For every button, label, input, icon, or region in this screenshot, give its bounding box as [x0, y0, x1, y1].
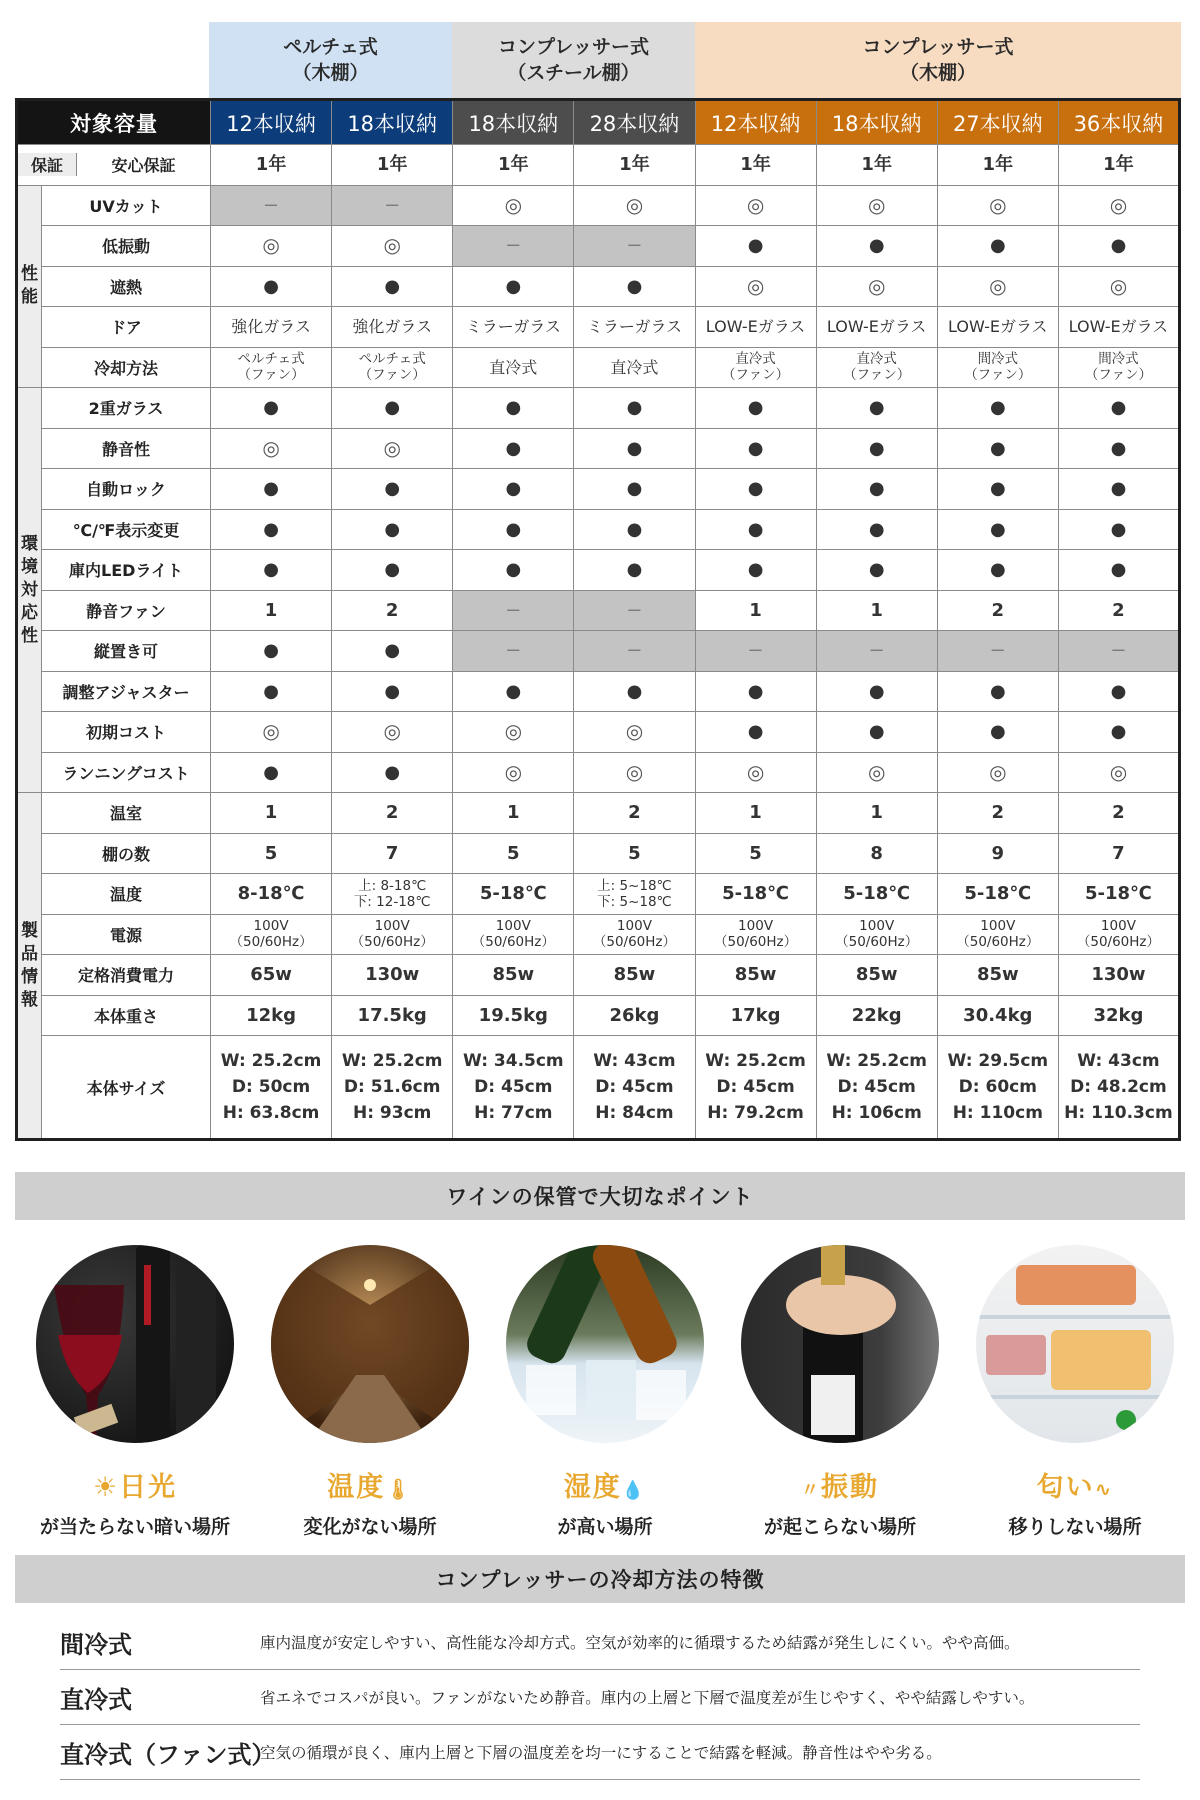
- spec-row: [17, 1036, 1180, 1140]
- category-text: 製品情報: [21, 920, 38, 1010]
- warranty-value: 1年: [574, 145, 695, 186]
- spec-cell: 1: [211, 590, 332, 631]
- spec-cell: 2: [937, 793, 1058, 834]
- spec-cell: 直冷式 （ファン）: [816, 347, 937, 388]
- spec-cell: ミラーガラス: [574, 307, 695, 348]
- spec-cell: ◎: [695, 752, 816, 793]
- row-label: 定格消費電力: [42, 955, 211, 996]
- row-label: 縦置き可: [42, 631, 211, 672]
- spec-cell: 85w: [816, 955, 937, 996]
- method-row: [60, 1725, 1140, 1780]
- spec-cell: ◎: [695, 185, 816, 226]
- row-label: 温室: [42, 793, 211, 834]
- category-label: [17, 388, 42, 793]
- spec-cell: 8: [816, 833, 937, 874]
- wine-glass-photo: [36, 1245, 234, 1443]
- method-description: 省エネでコスパが良い。ファンがないため静音。庫内の上層と下層で温度差が生じやすく、やや結露しやすい。: [260, 1689, 1035, 1707]
- sun-icon: ☀: [92, 1472, 120, 1503]
- spec-cell: －: [574, 226, 695, 267]
- point-subtitle: が起こらない場所: [763, 1516, 916, 1538]
- spec-cell: 22kg: [816, 995, 937, 1036]
- spec-cell: W: 25.2cm D: 51.6cm H: 93cm: [332, 1036, 453, 1140]
- spec-cell: 1: [695, 793, 816, 834]
- capacity-header: 12本収納: [695, 100, 816, 145]
- point-title: 温度: [327, 1472, 386, 1503]
- spec-cell: 間冷式 （ファン）: [1058, 347, 1179, 388]
- warranty-value: 1年: [695, 145, 816, 186]
- spec-cell: 85w: [453, 955, 574, 996]
- spec-cell: －: [1058, 631, 1179, 672]
- warranty-label: 安心保証: [111, 156, 176, 176]
- spec-cell: －: [937, 631, 1058, 672]
- spec-cell: ◎: [453, 712, 574, 753]
- point-title: 日光: [119, 1472, 178, 1503]
- spec-cell: 1: [816, 590, 937, 631]
- spec-cell: 5-18℃: [1058, 874, 1179, 915]
- row-label: ドア: [42, 307, 211, 348]
- capacity-header: 18本収納: [332, 100, 453, 145]
- spec-cell: ●: [574, 671, 695, 712]
- spec-cell: ●: [1058, 388, 1179, 429]
- spec-cell: W: 43cm D: 45cm H: 84cm: [574, 1036, 695, 1140]
- spec-cell: ●: [695, 712, 816, 753]
- spec-row: [17, 631, 1180, 672]
- spec-cell: ◎: [816, 266, 937, 307]
- ice-bottles-photo: [506, 1245, 704, 1443]
- spec-cell: ◎: [695, 266, 816, 307]
- capacity-header: 12本収納: [211, 100, 332, 145]
- row-label: 自動ロック: [42, 469, 211, 510]
- cellar-photo: [271, 1245, 469, 1443]
- spec-cell: W: 25.2cm D: 50cm H: 63.8cm: [211, 1036, 332, 1140]
- hand-bottle-photo: [741, 1245, 939, 1443]
- spec-cell: LOW-Eガラス: [937, 307, 1058, 348]
- spec-cell: ●: [574, 388, 695, 429]
- spec-cell: 2: [574, 793, 695, 834]
- spec-cell: ●: [332, 266, 453, 307]
- category-label: [17, 185, 42, 388]
- spec-cell: ●: [211, 752, 332, 793]
- row-label: ℃/℉表示変更: [42, 509, 211, 550]
- spec-cell: 1: [453, 793, 574, 834]
- spec-cell: ●: [937, 388, 1058, 429]
- spec-cell: －: [695, 631, 816, 672]
- spec-cell: 65w: [211, 955, 332, 996]
- points-banner: ワインの保管で大切なポイント: [15, 1172, 1185, 1220]
- row-label: 初期コスト: [42, 712, 211, 753]
- spec-cell: 8-18℃: [211, 874, 332, 915]
- methods-banner: コンプレッサーの冷却方法の特徴: [15, 1555, 1185, 1603]
- spec-cell: 2: [937, 590, 1058, 631]
- spec-cell: 130w: [1058, 955, 1179, 996]
- spec-cell: ●: [695, 388, 816, 429]
- spec-cell: ●: [211, 509, 332, 550]
- spec-cell: ●: [453, 388, 574, 429]
- spec-cell: ●: [937, 226, 1058, 267]
- spec-cell: 2: [1058, 793, 1179, 834]
- spec-cell: ◎: [574, 185, 695, 226]
- category-text: 環境対応性: [21, 533, 38, 646]
- spec-cell: ◎: [211, 226, 332, 267]
- spec-cell: 間冷式 （ファン）: [937, 347, 1058, 388]
- spec-cell: 直冷式 （ファン）: [695, 347, 816, 388]
- row-label: 静音性: [42, 428, 211, 469]
- method-name: 直冷式（ファン式）: [60, 1740, 276, 1769]
- spec-cell: 100V （50/60Hz）: [211, 914, 332, 955]
- point-title: 湿度: [563, 1472, 622, 1503]
- spec-table: [15, 98, 1181, 1141]
- spec-cell: 5: [211, 833, 332, 874]
- spec-cell: ●: [332, 550, 453, 591]
- spec-cell: ●: [1058, 428, 1179, 469]
- spec-cell: 26kg: [574, 995, 695, 1036]
- spec-cell: ●: [937, 428, 1058, 469]
- capacity-header: 27本収納: [937, 100, 1058, 145]
- spec-cell: 5-18℃: [816, 874, 937, 915]
- spec-cell: 85w: [695, 955, 816, 996]
- spec-row: [17, 550, 1180, 591]
- row-label: 棚の数: [42, 833, 211, 874]
- category-text: 性能: [21, 264, 38, 308]
- spec-cell: ●: [453, 266, 574, 307]
- warranty-value: 1年: [332, 145, 453, 186]
- spec-cell: ◎: [937, 185, 1058, 226]
- spec-cell: ●: [453, 671, 574, 712]
- row-label: 調整アジャスター: [42, 671, 211, 712]
- spec-row: [17, 226, 1180, 267]
- spec-cell: ◎: [816, 185, 937, 226]
- spec-cell: ●: [211, 469, 332, 510]
- spec-row: [17, 752, 1180, 793]
- warranty-value: 1年: [937, 145, 1058, 186]
- spec-cell: －: [453, 590, 574, 631]
- row-label: 本体サイズ: [42, 1036, 211, 1140]
- spec-cell: ●: [816, 469, 937, 510]
- spec-row: [17, 671, 1180, 712]
- row-label: 電源: [42, 914, 211, 955]
- spec-cell: 32kg: [1058, 995, 1179, 1036]
- group-header-peltier: ペルチェ式 （木棚）: [209, 22, 452, 98]
- warranty-value: 1年: [816, 145, 937, 186]
- spec-cell: ●: [453, 428, 574, 469]
- spec-row: [17, 469, 1180, 510]
- point-subtitle: が高い場所: [557, 1516, 653, 1538]
- spec-cell: 1: [695, 590, 816, 631]
- spec-cell: ◎: [574, 712, 695, 753]
- spec-cell: ◎: [211, 428, 332, 469]
- spec-cell: ●: [816, 226, 937, 267]
- warranty-row: [17, 145, 1180, 186]
- spec-row: [17, 793, 1180, 834]
- spec-cell: ●: [574, 509, 695, 550]
- spec-cell: ●: [574, 469, 695, 510]
- point-title: 振動: [821, 1472, 879, 1503]
- spec-cell: 2: [332, 793, 453, 834]
- spec-cell: ◎: [332, 712, 453, 753]
- spec-cell: 30.4kg: [937, 995, 1058, 1036]
- row-label: 本体重さ: [42, 995, 211, 1036]
- spec-cell: ◎: [453, 752, 574, 793]
- capacity-header: 18本収納: [816, 100, 937, 145]
- point-odor: [960, 1245, 1190, 1539]
- spec-cell: 100V （50/60Hz）: [695, 914, 816, 955]
- spec-cell: 5-18℃: [695, 874, 816, 915]
- spec-cell: ●: [816, 550, 937, 591]
- spec-cell: ●: [1058, 712, 1179, 753]
- method-row: [60, 1615, 1140, 1670]
- spec-cell: ●: [1058, 671, 1179, 712]
- spec-cell: 100V （50/60Hz）: [816, 914, 937, 955]
- spec-cell: ◎: [937, 752, 1058, 793]
- thermometer-icon: 🌡: [385, 1477, 413, 1501]
- spec-cell: ●: [453, 469, 574, 510]
- method-description: 庫内温度が安定しやすい、高性能な冷却方式。空気が効率的に循環するため結露が発生しにくい。やや高価。: [260, 1634, 1020, 1652]
- spec-cell: 7: [1058, 833, 1179, 874]
- spec-cell: －: [574, 631, 695, 672]
- spec-cell: ●: [332, 388, 453, 429]
- spec-cell: ●: [816, 428, 937, 469]
- spec-cell: 17kg: [695, 995, 816, 1036]
- spec-cell: －: [211, 185, 332, 226]
- spec-cell: ●: [937, 712, 1058, 753]
- spec-row: [17, 955, 1180, 996]
- spec-row: [17, 914, 1180, 955]
- spec-cell: 5: [453, 833, 574, 874]
- warranty-category: 保証: [18, 153, 77, 176]
- spec-cell: 100V （50/60Hz）: [574, 914, 695, 955]
- spec-row: [17, 266, 1180, 307]
- spec-cell: ●: [695, 671, 816, 712]
- point-subtitle: 変化がない場所: [303, 1516, 437, 1538]
- spec-cell: LOW-Eガラス: [816, 307, 937, 348]
- spec-cell: ◎: [453, 185, 574, 226]
- spec-row: [17, 874, 1180, 915]
- spec-cell: ●: [211, 550, 332, 591]
- group-header-compressor-wood: コンプレッサー式 （木棚）: [695, 22, 1181, 98]
- spec-cell: ●: [211, 631, 332, 672]
- spec-cell: ●: [695, 226, 816, 267]
- spec-cell: －: [453, 226, 574, 267]
- spec-cell: 2: [1058, 590, 1179, 631]
- warranty-value: 1年: [453, 145, 574, 186]
- spec-cell: ●: [1058, 226, 1179, 267]
- spec-cell: ◎: [332, 226, 453, 267]
- method-name: 直冷式: [60, 1685, 132, 1714]
- spec-cell: W: 25.2cm D: 45cm H: 79.2cm: [695, 1036, 816, 1140]
- spec-cell: ●: [937, 509, 1058, 550]
- spec-cell: ●: [332, 671, 453, 712]
- spec-comparison: [15, 22, 1181, 1141]
- spec-cell: ペルチェ式 （ファン）: [332, 347, 453, 388]
- point-sunlight: [20, 1245, 250, 1539]
- spec-cell: 5: [574, 833, 695, 874]
- spec-cell: 9: [937, 833, 1058, 874]
- row-label: 温度: [42, 874, 211, 915]
- spec-cell: ●: [695, 509, 816, 550]
- spec-cell: ●: [937, 671, 1058, 712]
- spec-cell: ●: [211, 388, 332, 429]
- row-label: 2重ガラス: [42, 388, 211, 429]
- spec-cell: ●: [1058, 469, 1179, 510]
- group-header-compressor-steel: コンプレッサー式 （スチール棚）: [452, 22, 695, 98]
- capacity-row: [17, 100, 1180, 145]
- row-label: 静音ファン: [42, 590, 211, 631]
- spec-cell: W: 43cm D: 48.2cm H: 110.3cm: [1058, 1036, 1179, 1140]
- cooling-methods: [60, 1615, 1140, 1780]
- spec-cell: ●: [1058, 509, 1179, 550]
- spec-cell: 強化ガラス: [332, 307, 453, 348]
- spec-cell: ●: [695, 550, 816, 591]
- spec-cell: W: 25.2cm D: 45cm H: 106cm: [816, 1036, 937, 1140]
- spec-cell: 12kg: [211, 995, 332, 1036]
- point-vibration: [725, 1245, 955, 1539]
- spec-cell: －: [816, 631, 937, 672]
- spec-cell: 5-18℃: [937, 874, 1058, 915]
- spec-cell: ●: [453, 509, 574, 550]
- spec-cell: ◎: [816, 752, 937, 793]
- spec-cell: LOW-Eガラス: [1058, 307, 1179, 348]
- spec-cell: 上: 8-18℃ 下: 12-18℃: [332, 874, 453, 915]
- spec-cell: 85w: [574, 955, 695, 996]
- fridge-food-photo: [976, 1245, 1174, 1443]
- spec-cell: ●: [332, 631, 453, 672]
- spec-cell: 100V （50/60Hz）: [937, 914, 1058, 955]
- point-humidity: [490, 1245, 720, 1539]
- spec-cell: ◎: [1058, 266, 1179, 307]
- spec-cell: ●: [574, 428, 695, 469]
- warranty-value: 1年: [1058, 145, 1179, 186]
- spec-cell: ●: [695, 428, 816, 469]
- spec-cell: －: [332, 185, 453, 226]
- capacity-header: 28本収納: [574, 100, 695, 145]
- spec-cell: LOW-Eガラス: [695, 307, 816, 348]
- spec-row: [17, 712, 1180, 753]
- spec-cell: 7: [332, 833, 453, 874]
- spec-cell: 1: [211, 793, 332, 834]
- spec-cell: 19.5kg: [453, 995, 574, 1036]
- spec-cell: ●: [332, 469, 453, 510]
- spec-cell: 直冷式: [574, 347, 695, 388]
- category-label: [17, 793, 42, 1140]
- point-temperature: [255, 1245, 485, 1539]
- spec-cell: 17.5kg: [332, 995, 453, 1036]
- capacity-header: 18本収納: [453, 100, 574, 145]
- spec-cell: 直冷式: [453, 347, 574, 388]
- spec-cell: 100V （50/60Hz）: [453, 914, 574, 955]
- spec-row: [17, 833, 1180, 874]
- spec-cell: 100V （50/60Hz）: [332, 914, 453, 955]
- spec-cell: ●: [695, 469, 816, 510]
- spec-row: [17, 590, 1180, 631]
- row-label: UVカット: [42, 185, 211, 226]
- spec-cell: ●: [211, 266, 332, 307]
- spec-cell: 100V （50/60Hz）: [1058, 914, 1179, 955]
- spec-cell: ●: [816, 712, 937, 753]
- spec-cell: ◎: [211, 712, 332, 753]
- method-description: 空気の循環が良く、庫内上層と下層の温度差を均一にすることで結露を軽減。静音性はやや劣る。: [260, 1744, 942, 1762]
- spec-row: [17, 185, 1180, 226]
- row-label: 冷却方法: [42, 347, 211, 388]
- spec-cell: 2: [332, 590, 453, 631]
- spec-cell: 5-18℃: [453, 874, 574, 915]
- method-row: [60, 1670, 1140, 1725]
- spec-cell: 上: 5~18℃ 下: 5~18℃: [574, 874, 695, 915]
- spec-cell: ●: [332, 752, 453, 793]
- spec-row: [17, 995, 1180, 1036]
- warranty-value: 1年: [211, 145, 332, 186]
- point-title: 匂い: [1036, 1472, 1095, 1503]
- spec-cell: ●: [816, 671, 937, 712]
- spec-cell: ミラーガラス: [453, 307, 574, 348]
- spec-cell: －: [574, 590, 695, 631]
- spec-cell: ●: [937, 550, 1058, 591]
- spec-cell: ◎: [332, 428, 453, 469]
- capacity-header: 36本収納: [1058, 100, 1179, 145]
- point-subtitle: 移りしない場所: [1008, 1516, 1142, 1538]
- spec-cell: W: 29.5cm D: 60cm H: 110cm: [937, 1036, 1058, 1140]
- point-subtitle: が当たらない暗い場所: [39, 1516, 230, 1538]
- spec-cell: ●: [211, 671, 332, 712]
- spec-cell: 85w: [937, 955, 1058, 996]
- spec-row: [17, 428, 1180, 469]
- spec-cell: 5: [695, 833, 816, 874]
- spec-row: [17, 307, 1180, 348]
- spec-cell: ●: [574, 550, 695, 591]
- spec-cell: ●: [574, 266, 695, 307]
- method-name: 間冷式: [60, 1630, 132, 1659]
- spec-row: [17, 347, 1180, 388]
- spec-cell: ●: [937, 469, 1058, 510]
- spec-cell: 強化ガラス: [211, 307, 332, 348]
- spec-cell: －: [453, 631, 574, 672]
- row-label: ランニングコスト: [42, 752, 211, 793]
- spec-cell: ●: [332, 509, 453, 550]
- droplet-icon: 💧: [621, 1480, 647, 1501]
- spec-cell: W: 34.5cm D: 45cm H: 77cm: [453, 1036, 574, 1140]
- spec-cell: ペルチェ式 （ファン）: [211, 347, 332, 388]
- spec-cell: 130w: [332, 955, 453, 996]
- spec-row: [17, 509, 1180, 550]
- row-label: 庫内LEDライト: [42, 550, 211, 591]
- odor-icon: ∿: [1094, 1477, 1114, 1501]
- spec-cell: 1: [816, 793, 937, 834]
- spec-cell: ◎: [937, 266, 1058, 307]
- group-headers: [15, 22, 1181, 98]
- spec-cell: ●: [816, 509, 937, 550]
- spec-cell: ●: [453, 550, 574, 591]
- spec-cell: ●: [816, 388, 937, 429]
- spec-cell: ◎: [1058, 185, 1179, 226]
- spec-cell: ◎: [574, 752, 695, 793]
- row-label: 遮熱: [42, 266, 211, 307]
- spec-cell: ◎: [1058, 752, 1179, 793]
- spec-cell: ●: [1058, 550, 1179, 591]
- vibration-icon: 〃: [801, 1480, 821, 1501]
- capacity-label: 対象容量: [17, 100, 211, 145]
- row-label: 低振動: [42, 226, 211, 267]
- spec-row: [17, 388, 1180, 429]
- storage-points: [15, 1245, 1185, 1545]
